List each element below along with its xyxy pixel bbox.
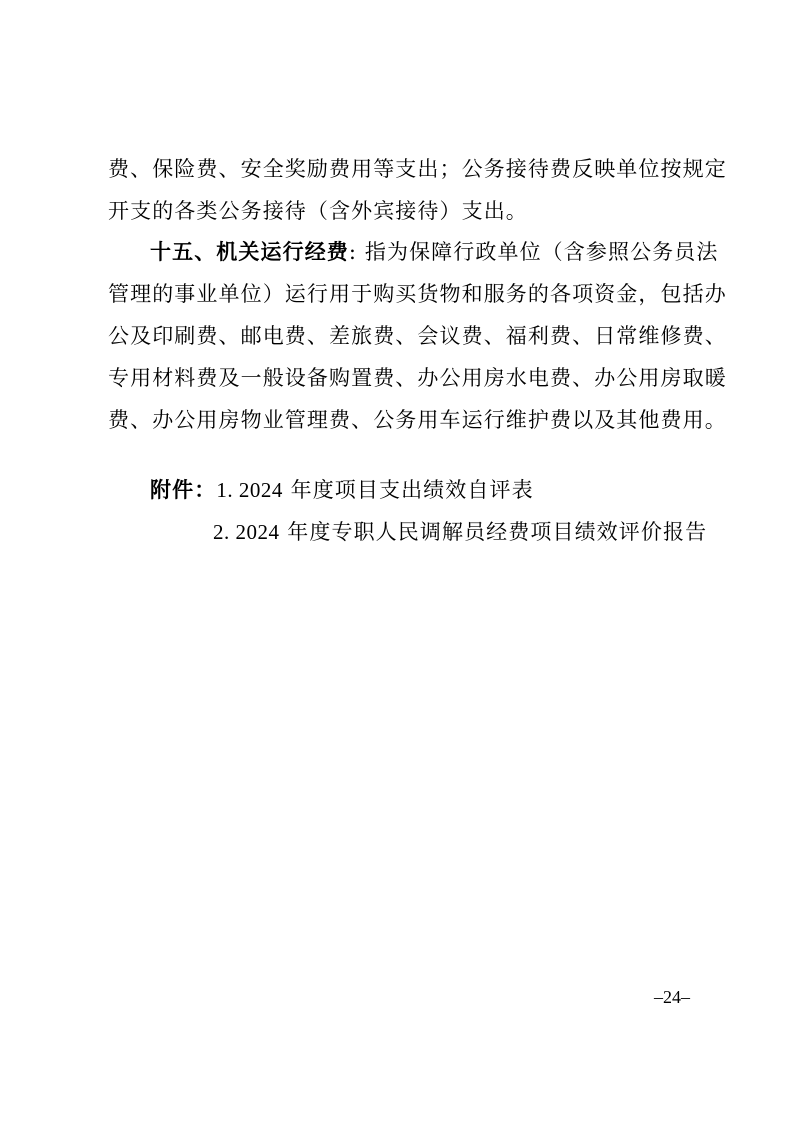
attachment-2-title: 年度专职人民调解员经费项目绩效评价报告 (279, 520, 708, 544)
paragraph-line: 费、保险费、安全奖励费用等支出；公务接待费反映单位按规定 (108, 157, 727, 181)
section-15-heading: 十五、机关运行经费 (150, 240, 349, 264)
section-15-first-line (150, 238, 750, 266)
attachment-1-title: 年度项目支出绩效自评表 (282, 478, 534, 502)
attachment-2-number: 2. 2024 (213, 520, 280, 544)
paragraph-line: 管理的事业单位）运行用于购买货物和服务的各项资金，包括办 (108, 282, 727, 306)
paragraph-line: 开支的各类公务接待（含外宾接待）支出。 (108, 199, 528, 223)
section-15-text: 指为保障行政单位（含参照公务员法 (357, 240, 719, 264)
section-15-colon: : (348, 240, 358, 264)
attachment-1-number: 1. 2024 (216, 478, 283, 502)
paragraph-line: 专用材料费及一般设备购置费、办公用房水电费、办公用房取暖 (108, 366, 727, 390)
attachment-label: 附件： (150, 478, 217, 502)
paragraph-line: 公及印刷费、邮电费、差旅费、会议费、福利费、日常维修费、 (108, 324, 727, 348)
paragraph-line: 费、办公用房物业管理费、公务用车运行维护费以及其他费用。 (108, 408, 727, 432)
attachment-item-2 (213, 518, 793, 546)
page-number: –24– (654, 987, 690, 1007)
attachment-item-1 (150, 476, 750, 504)
